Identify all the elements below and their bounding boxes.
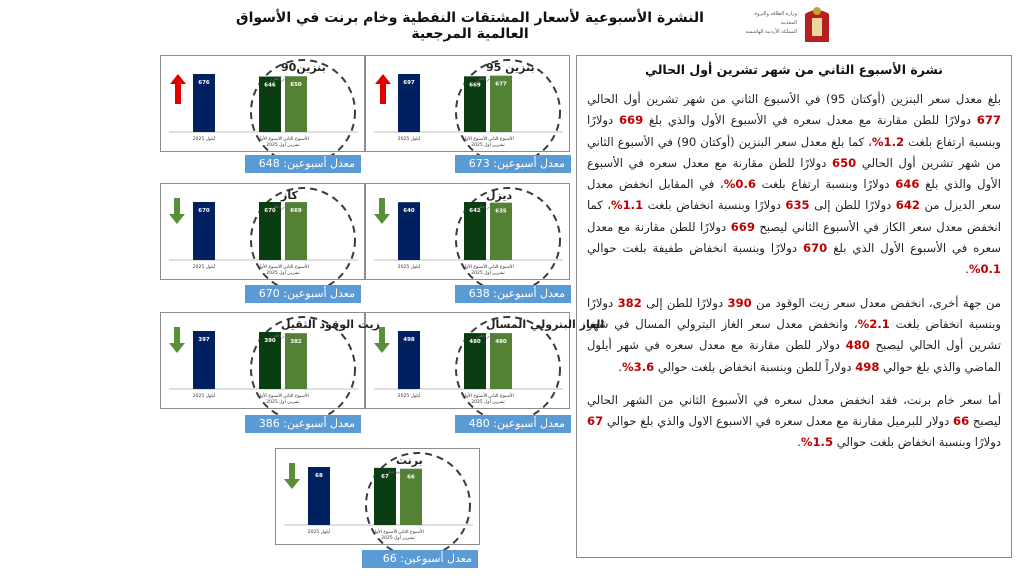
axis-label-september: أيلول 2025: [397, 394, 421, 399]
highlight-value: 498: [855, 359, 880, 374]
highlight-value: 67: [587, 414, 604, 429]
arrow-down-icon: [169, 327, 185, 353]
chart-svg: [276, 449, 481, 546]
chart-svg: [161, 56, 366, 153]
two-week-average-lpg: معدل أسبوعين: 480: [455, 415, 571, 433]
paragraph: [587, 390, 1001, 454]
paragraph-text: دولارًا وبنسبة انخفاض طفيفة بلغت حوالي: [587, 241, 804, 256]
chart-brent: [275, 448, 480, 545]
highlight-value: 646: [895, 177, 920, 192]
bar-value-september: 640: [403, 208, 415, 215]
chart-gasoline95: [365, 55, 570, 152]
bulletin-title: النشرة الأسبوعية لأسعار المشتقات النفطية وخام برنت في الأسواق العالمية المرجعية: [236, 10, 704, 42]
chart-diesel: [365, 183, 570, 280]
chart-unit: دولار/طن: [476, 333, 498, 339]
bar-value-week2: 635: [495, 208, 507, 215]
two-week-average-kerosene: معدل أسبوعين: 670: [245, 285, 361, 303]
axis-label-month: تشرين أول 2025: [471, 143, 505, 148]
bar-value-week1: 67: [381, 473, 389, 480]
axis-label-week1: الأسبوع الأول: [257, 265, 283, 270]
axis-label-month: تشرين أول 2025: [266, 271, 300, 276]
paragraph-text: دولارًا للطن مقارنة مع معدل سعره في الأسبوع الأول والذي بلغ: [643, 113, 977, 128]
bar-value-week1: 480: [469, 339, 481, 346]
axis-label-week1: الأسبوع الأول: [462, 394, 488, 399]
axis-label-september: أيلول 2025: [192, 137, 216, 142]
bar-value-week2: 480: [495, 339, 507, 346]
chart-title: برنت: [396, 454, 423, 467]
bar-value-september: 397: [198, 337, 210, 343]
paragraph-text: .: [797, 435, 801, 450]
chart-heavy-fuel: [160, 312, 380, 409]
chart-unit: دولار/طن: [271, 76, 293, 82]
chart-unit: دولار/برميل: [386, 469, 413, 475]
axis-label-september: أيلول 2025: [397, 137, 421, 142]
paragraph-text: دولارًا للطن مقارنة مع معدل سعره في الأسبوع الأول والذي بلغ: [587, 155, 1001, 192]
chart-svg: [161, 313, 380, 410]
highlight-value: 3.6%: [622, 359, 655, 374]
axis-label-month: تشرين أول 2025: [266, 400, 300, 405]
arrow-down-icon: [169, 198, 185, 224]
highlight-value: 2.1%: [857, 316, 890, 331]
bar-value-week2: 650: [290, 82, 302, 89]
bar-value-week2: 382: [290, 339, 302, 346]
bar-value-week2: 669: [290, 208, 302, 215]
chart-gasoline90: [160, 55, 365, 152]
highlight-value: 677: [976, 113, 1001, 128]
paragraph-text: دولارًا وبنسبة انخفاض بلغت حوالي: [833, 435, 1001, 450]
bar-value-september: 498: [403, 337, 415, 343]
highlight-value: 382: [617, 295, 642, 310]
chart-svg: [161, 184, 366, 281]
highlight-value: 669: [618, 113, 644, 128]
axis-label-month: تشرين أول 2025: [471, 400, 505, 405]
highlight-value: 642: [895, 198, 920, 213]
axis-label-september: أيلول 2025: [192, 394, 216, 399]
axis-label-week2: الأسبوع الثاني: [283, 137, 309, 142]
two-week-average-diesel: معدل أسبوعين: 638: [455, 285, 571, 303]
axis-label-month: تشرين أول 2025: [471, 271, 505, 276]
highlight-value: 650: [832, 155, 857, 170]
two-week-average-brent: معدل أسبوعين: 66: [362, 550, 478, 568]
axis-label-week1: الأسبوع الأول: [257, 394, 283, 399]
arrow-down-icon: [284, 463, 300, 489]
chart-unit: دولار/طن: [476, 204, 498, 210]
arrow-up-icon: [375, 74, 391, 104]
chart-title: بنزين90: [281, 61, 326, 74]
axis-label-week2: الأسبوع الثاني: [283, 265, 309, 270]
axis-label-week1: الأسبوع الأول: [372, 530, 398, 535]
axis-label-september: أيلول 2025: [397, 265, 421, 270]
paragraph-text: دولارًا وبنسبة انخفاض بلغت: [587, 295, 1001, 331]
bar-value-september: 670: [198, 208, 210, 214]
highlight-value: 635: [785, 198, 810, 213]
paragraph-text: دولارًا وبنسبة انخفاض بلغت: [643, 198, 786, 213]
paragraph-text: دولاراً للطن وبنسبة انخفاض بلغت حوالي: [654, 359, 856, 374]
ministry-logo: [745, 4, 835, 46]
bar-value-september: 697: [403, 80, 415, 86]
paragraph-text: دولارًا للطن إلى: [809, 198, 896, 213]
chart-title: ديزل: [486, 189, 513, 202]
chart-title: كاز: [281, 189, 298, 202]
chart-title: زيت الوقود الثقيل: [281, 318, 380, 331]
chart-title: الغاز البترولي المسال: [486, 318, 605, 331]
chart-kerosene: [160, 183, 365, 280]
paragraph-text: دولارًا للطن مقارنة مع معدل سعره في الأسبوع الأول الذي بلغ: [587, 219, 1001, 256]
paragraph-text: دولار للبرميل مقارنة مع معدل سعره في الاسبوع الاول والذي بلغ حوالي: [603, 414, 954, 429]
chart-unit: دولار/طن: [271, 333, 293, 339]
chart-svg: [366, 313, 605, 410]
two-week-average-gasoline95: معدل أسبوعين: 673: [455, 155, 571, 173]
bar-value-september: 68: [315, 473, 323, 479]
paragraph-text: أما سعر خام برنت، فقد انخفض معدل سعره في الأسبوع الثاني من الشهر الحالي ليصبح: [587, 392, 1001, 429]
axis-label-week2: الأسبوع الثاني: [488, 394, 514, 399]
highlight-value: 1.1%: [610, 198, 644, 213]
axis-label-week2: الأسبوع الثاني: [398, 530, 424, 535]
axis-label-week2: الأسبوع الثاني: [488, 137, 514, 142]
bar-value-week1: 390: [264, 338, 276, 345]
panel-heading: نشرة الأسبوع الثاني من شهر تشرين أول الحالي: [645, 62, 943, 77]
highlight-value: 0.1%: [968, 262, 1001, 277]
bar-value-week1: 642: [469, 208, 481, 214]
two-week-average-heavy-fuel: معدل أسبوعين: 386: [245, 415, 361, 433]
paragraph-text: ، في المقابل انخفض معدل سعر الديزل من: [587, 177, 1002, 213]
axis-label-september: أيلول 2025: [307, 530, 331, 535]
paragraph-text: دولارًا وبنسبة ارتفاع بلغت: [755, 177, 896, 192]
crest-icon: [801, 4, 833, 46]
bar-value-september: 676: [198, 80, 210, 86]
axis-label-week1: الأسبوع الأول: [257, 137, 283, 142]
arrow-down-icon: [374, 198, 390, 224]
bar-value-week1: 669: [469, 82, 481, 89]
highlight-value: 480: [845, 338, 870, 353]
axis-label-week2: الأسبوع الثاني: [283, 394, 309, 399]
chart-svg: [366, 56, 571, 153]
bulletin-text-panel: [576, 55, 1012, 558]
highlight-value: 1.5%: [800, 435, 834, 450]
paragraph-text: ، كما بلغ معدل سعر البنزين (أوكتان 90) في الأسبوع الثاني من شهر تشرين أول الحالي: [587, 134, 1001, 170]
bar-value-week2: 677: [495, 81, 507, 88]
highlight-value: 670: [803, 241, 828, 256]
paragraph-text: ، وانخفض معدل سعر الغاز البترولي المسال في شهر تشرين أول الحالي ليصبح: [587, 316, 1001, 353]
highlight-value: 390: [727, 295, 752, 310]
paragraph-text: .: [965, 262, 969, 277]
axis-label-month: تشرين أول 2025: [381, 536, 415, 541]
bar-value-week2: 66: [407, 474, 415, 481]
two-week-average-gasoline90: معدل أسبوعين: 648: [245, 155, 361, 173]
chart-unit: دولار/طن: [476, 76, 498, 82]
paragraph-text: من جهة أخرى، انخفض معدل سعر زيت الوقود من: [751, 295, 1001, 310]
bar-value-week1: 646: [264, 82, 276, 89]
highlight-value: 0.6%: [723, 177, 756, 192]
paragraph: [587, 89, 1001, 281]
paragraph-text: .: [618, 359, 623, 374]
logo-text-kingdom: المملكة الأردنية الهاشمية: [745, 29, 797, 35]
axis-label-month: تشرين أول 2025: [266, 143, 300, 148]
axis-label-week1: الأسبوع الأول: [462, 137, 488, 142]
paragraph-text: دولارًا وبنسبة ارتفاع بلغت: [587, 113, 1001, 149]
chart-lpg: [365, 312, 605, 409]
logo-text: [745, 10, 797, 37]
bar-value-week1: 670: [264, 208, 276, 214]
highlight-value: 669: [730, 219, 755, 234]
highlight-value: 66: [953, 414, 970, 429]
arrow-up-icon: [170, 74, 186, 104]
paragraph-text: ، كما انخفض معدل سعر الكاز في الأسبوع الثاني ليصبح: [587, 198, 1002, 234]
axis-label-week1: الأسبوع الأول: [462, 265, 488, 270]
chart-title: بنزين 95: [486, 61, 535, 74]
paragraph-text: دولارًا للطن إلى: [641, 295, 728, 310]
axis-label-september: أيلول 2025: [192, 265, 216, 270]
paragraph: [587, 293, 1001, 378]
highlight-value: 1.2%: [871, 134, 905, 149]
chart-unit: دولار/طن: [271, 204, 293, 210]
axis-label-week2: الأسبوع الثاني: [488, 265, 514, 270]
paragraph-text: بلغ معدل سعر البنزين (أوكتان 95) في الأسبوع الثاني من شهر تشرين أول الحالي: [587, 92, 1001, 106]
logo-text-ministry: وزارة الطاقة والثروة المعدنية: [754, 11, 797, 26]
chart-svg: [366, 184, 571, 281]
paragraph-text: دولار للطن مقارنة مع معدل سعره في شهر أيلول الماضي والذي بلغ حوالي: [587, 338, 1001, 374]
